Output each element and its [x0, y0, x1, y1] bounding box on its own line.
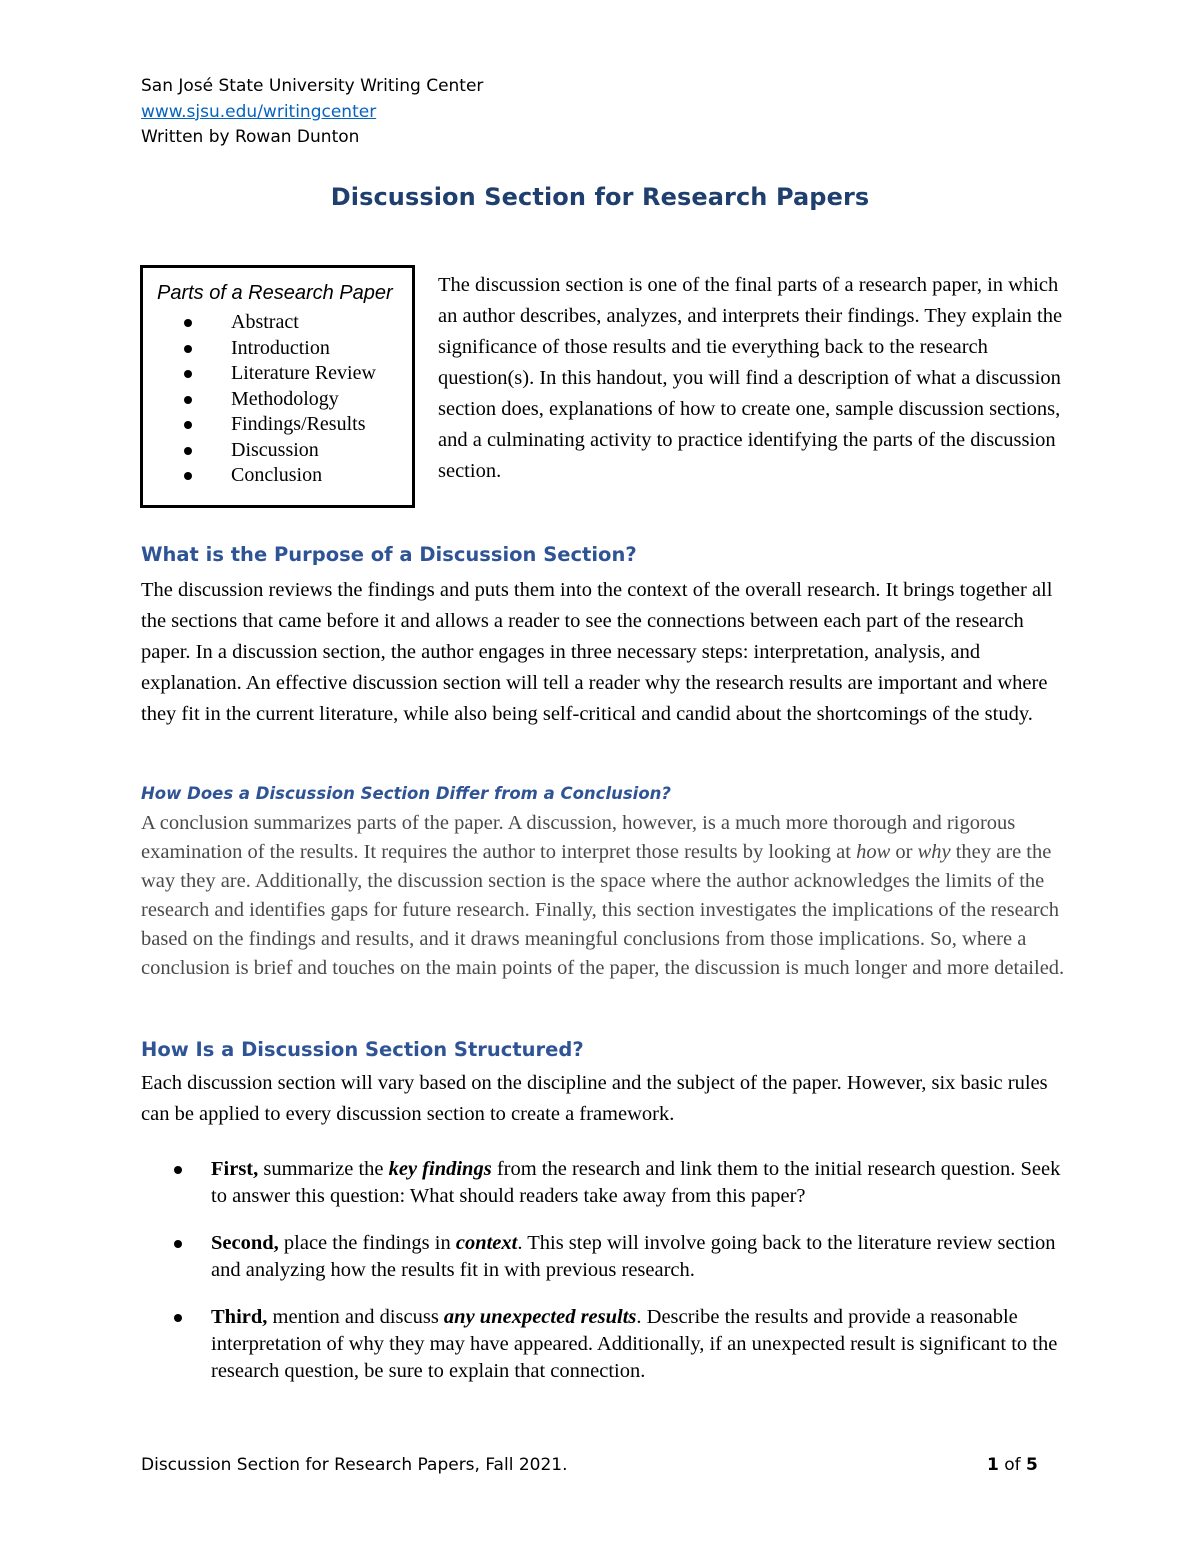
emphasis-why: why	[917, 841, 951, 863]
emphasis-how: how	[856, 841, 891, 863]
purpose-heading: What is the Purpose of a Discussion Section?	[141, 543, 637, 566]
writing-center-link[interactable]: www.sjsu.edu/writingcenter	[141, 101, 377, 122]
rule-item: Second, place the findings in context. This step will involve going back to the literature review section and analyzing how the results fit in with previous research.	[141, 1230, 1071, 1284]
bullet-icon	[184, 421, 192, 429]
purpose-paragraph: The discussion reviews the findings and puts them into the context of the overall research. It brings together all the sections that came before it and allows a reader to see the connections between each part of the research paper. In a discussion section, the author engages in three necessary steps: interpretation, analysis, and explanation. An effective discussion section will tell a reader why the research results are important and where they fit in the current literature, while also being self-critical and candid about the shortcomings of the study.	[141, 579, 1053, 725]
rules-list	[141, 1156, 1071, 1385]
bullet-icon	[184, 345, 192, 353]
structured-heading: How Is a Discussion Section Structured?	[141, 1038, 584, 1061]
bullet-icon	[184, 319, 192, 327]
footer-text: Discussion Section for Research Papers, Fall 2021.	[141, 1455, 568, 1475]
author-line: Written by Rowan Dunton	[141, 127, 360, 147]
differ-heading: How Does a Discussion Section Differ from a Conclusion?	[141, 784, 671, 803]
differ-paragraph: A conclusion summarizes parts of the paper. A discussion, however, is a much more thorough and rigorous examination of the results. It requires the author to interpret those results by looking at how or why they are the way they are. Additionally, the discussion section is the space where the author acknowledges the limits of the research and identifies gaps for future research. Finally, this section investigates the implications of the research based on the findings and results, and it draws meaningful conclusions from those implications. So, where a conclusion is brief and touches on the main points of the paper, the discussion is much longer and more detailed.	[141, 812, 1065, 979]
bullet-icon	[184, 447, 192, 455]
org-name: San José State University Writing Center	[141, 76, 484, 96]
parts-box: Parts of a Research Paper Abstract Introduction Literature Review Methodology Findings/Results Discussion Conclusion	[140, 265, 415, 508]
bullet-icon	[174, 1314, 182, 1322]
bullet-icon	[174, 1240, 182, 1248]
rule-item: First, summarize the key findings from the research and link them to the initial research question. Seek to answer this question: What should readers take away from this paper?	[141, 1156, 1071, 1210]
page-number: 1 of 5	[987, 1455, 1038, 1475]
header-block	[141, 74, 483, 151]
intro-paragraph: The discussion section is one of the final parts of a research paper, in which an author describes, analyzes, and interprets their findings. They explain the significance of those results and tie everything back to the research question(s). In this handout, you will find a description of what a discussion section does, explanations of how to create one, sample discussion sections, and a culminating activity to practice identifying the parts of the discussion section.	[438, 274, 1063, 482]
bullet-icon	[184, 370, 192, 378]
bullet-icon	[174, 1166, 182, 1174]
rule-item: Third, mention and discuss any unexpected results. Describe the results and provide a reasonable interpretation of why they may have appeared. Additionally, if an unexpected result is significant to the research question, be sure to explain that connection.	[141, 1304, 1071, 1385]
bullet-icon	[184, 396, 192, 404]
bullet-icon	[184, 472, 192, 480]
document-title: Discussion Section for Research Papers	[330, 183, 870, 211]
parts-box-title: Parts of a Research Paper	[157, 282, 393, 304]
structured-paragraph: Each discussion section will vary based on the discipline and the subject of the paper. However, six basic rules can be applied to every discussion section to create a framework.	[141, 1072, 1048, 1125]
